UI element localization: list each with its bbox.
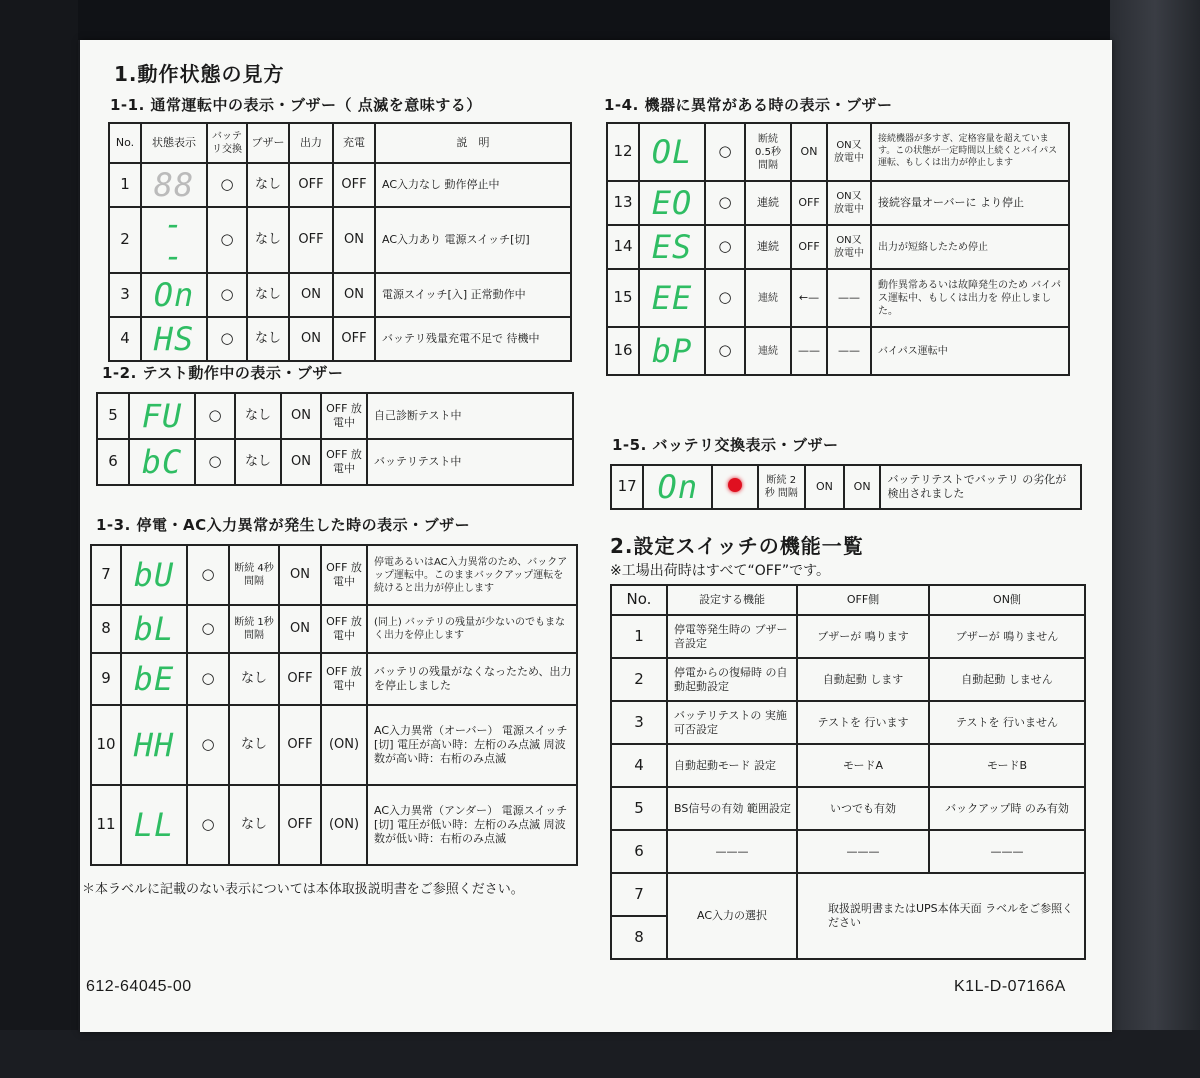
segment-display: bC [141,443,183,481]
table-row: 1 停電等発生時の ブザー音設定 ブザーが 鳴ります ブザーが 鳴りません [611,615,1085,658]
table-row: 1 88 ○ なし OFF OFF AC入力なし 動作停止中 [109,163,571,207]
table-row: 2 - - ○ なし OFF ON AC入力あり 電源スイッチ[切] [109,207,571,273]
section-title-1: 1.動作状態の見方 [114,62,285,86]
section-1-1-title: 1-1. 通常運転中の表示・ブザー（ 点滅を意味する） [110,96,482,114]
table-power-failure [90,544,578,866]
section-1-4-title: 1-4. 機器に異常がある時の表示・ブザー [604,96,893,114]
table-normal-operation [108,122,572,362]
table-row: 8 bL ○ 断続 1秒 間隔 ON OFF 放電中 (同上) バッテリの残量が少ないのでもまなく出力を停止します [91,605,577,653]
battery-alert-icon [728,478,742,492]
table-row: 4 自動起動モード 設定 モードA モードB [611,744,1085,787]
table-row: 10 HH ○ なし OFF (ON) AC入力異常（オーバー） 電源スイッチ[切] 電圧が高い時：左桁のみ点滅 周波数が高い時：右桁のみ点滅 [91,705,577,785]
segment-display: bE [133,660,175,698]
col-header: 設定する機能 [667,585,797,615]
table-row: 12 OL ○ 断続 0.5秒 間隔 ON ON又 放電中 接続機器が多すぎ、定格容量を超えています。この状態が一定時間以上続くとバイパス運転、もしくは出力が停止します [607,123,1069,181]
section-title-2: 2.設定スイッチの機能一覧 [610,534,864,558]
table-row: 7 AC入力の選択 取扱説明書またはUPS本体天面 ラベルをご参照ください [611,873,1085,916]
col-header: 状態表示 [141,123,207,163]
table-row: 7 bU ○ 断続 4秒 間隔 ON OFF 放電中 停電あるいはAC入力異常のため、バックアップ運転中。このままバックアップ運転を続けると出力が停止します [91,545,577,605]
segment-display: OL [651,133,693,171]
segment-display: bU [133,556,175,594]
part-number-left: 612-64045-00 [86,978,192,995]
table-row: 2 停電からの復帰時 の自動起動設定 自動起動 します 自動起動 しません [611,658,1085,701]
table-row: 6 bC ○ なし ON OFF 放電中 バッテリテスト中 [97,439,573,485]
table-setting-switches [610,584,1086,960]
segment-display: HH [133,726,175,764]
section-1-5-title: 1-5. バッテリ交換表示・ブザー [612,436,839,454]
segment-display: HS [153,320,195,358]
segment-display: EO [651,184,693,222]
segment-display: ES [651,228,693,266]
table-row: 4 HS ○ なし ON OFF バッテリ残量充電不足で 待機中 [109,317,571,361]
footnote: ＊本ラベルに記載のない表示については本体取扱説明書をご参照ください。 [82,882,524,897]
table-row: 9 bE ○ なし OFF OFF 放電中 バッテリの残量がなくなったため、出力を停止しました [91,653,577,705]
table-row: 13 EO ○ 連続 OFF ON又 放電中 接続容量オーバーに より停止 [607,181,1069,225]
table-row: 6 ——— ——— ——— [611,830,1085,873]
table-row: 15 EE ○ 連続 ←— —— 動作異常あるいは故障発生のため バイパス運転中、もしくは出力を 停止しました。 [607,269,1069,327]
col-header: 充電 [333,123,375,163]
col-header: ON側 [929,585,1085,615]
table-device-error [606,122,1070,376]
section-1-3-title: 1-3. 停電・AC入力異常が発生した時の表示・ブザー [96,516,471,534]
segment-display: LL [133,806,175,844]
section-1-2-title: 1-2. テスト動作中の表示・ブザー [102,364,344,382]
table-row: 16 bP ○ 連続 —— —— バイパス運転中 [607,327,1069,375]
col-header: バッテリ交換 [207,123,247,163]
segment-display: bP [651,332,693,370]
segment-display: bL [133,610,175,648]
segment-display: On [153,276,195,314]
table-test-operation [96,392,574,486]
table-row: 5 BS信号の有効 範囲設定 いつでも有効 バックアップ時 のみ有効 [611,787,1085,830]
col-header: 説 明 [375,123,571,163]
table-row: 14 ES ○ 連続 OFF ON又 放電中 出力が短絡したため停止 [607,225,1069,269]
table-row: 3 バッテリテストの 実施可否設定 テストを 行います テストを 行いません [611,701,1085,744]
part-number-right: K1L-D-07166A [954,978,1066,995]
segment-display: EE [651,279,693,317]
col-header: ブザー [247,123,289,163]
col-header: No. [109,123,141,163]
col-header: 出力 [289,123,333,163]
table-battery-replace [610,464,1082,510]
table-row: 3 On ○ なし ON ON 電源スイッチ[入] 正常動作中 [109,273,571,317]
segment-display: 88 [153,166,195,204]
segment-display: - - [163,207,185,273]
col-header: No. [611,585,667,615]
table-row: 5 FU ○ なし ON OFF 放電中 自己診断テスト中 [97,393,573,439]
segment-display: FU [141,397,183,435]
table-row: 11 LL ○ なし OFF (ON) AC入力異常（アンダー） 電源スイッチ[切] 電圧が低い時：左桁のみ点滅 周波数が低い時：右桁のみ点滅 [91,785,577,865]
segment-display: On [657,468,699,506]
factory-default-note: ※工場出荷時はすべて“OFF”です。 [610,563,830,579]
table-row: 17 On 断続 2秒 間隔 ON ON バッテリテストでバッテリ の劣化が検出されました [611,465,1081,509]
instruction-label [80,40,1112,1032]
table-row: 8 [611,916,1085,959]
col-header: OFF側 [797,585,929,615]
